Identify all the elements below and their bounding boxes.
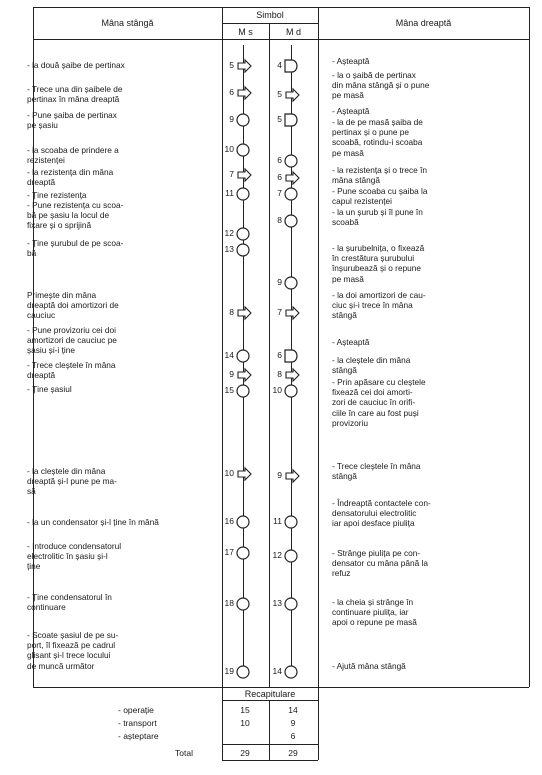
right-hand-step-8: - la șurubelnița, o fixează în crestătura șurubului înșurubează și o repune pe masă (332, 243, 425, 284)
md-symbol-number: 14 (272, 666, 282, 676)
ms-arrow-symbol-5 (238, 169, 251, 181)
recap-row-md: 6 (290, 731, 296, 741)
ms-arrow-symbol-13 (238, 468, 251, 480)
left-hand-step-8: - Ține șurubul de pe scoa- bă (27, 238, 124, 259)
right-hand-step-9: - la doi amortizori de cau- ciuc și-i trece în mâna stângă (332, 290, 426, 321)
header-ms: M s (238, 27, 253, 37)
ms-circle-symbol-3 (237, 114, 249, 126)
ms-symbol-number: 16 (224, 516, 234, 526)
md-circle-symbol-16 (285, 598, 297, 610)
right-hand-step-6: - Pune scoaba cu șaiba la capul rezistenței (332, 186, 428, 207)
md-symbol-number: 6 (277, 155, 282, 165)
left-hand-step-11: - Trece cleștele în mâna dreaptă (27, 360, 116, 381)
right-hand-step-13: - Trece cleștele în mâna stângă (332, 461, 421, 482)
md-circle-symbol-17 (285, 666, 297, 678)
ms-symbol-number: 10 (224, 144, 234, 154)
recap-row-ms: 15 (240, 705, 250, 715)
left-hand-step-2: - Trece una din șaibele de pertinax în mâna dreaptă (27, 84, 123, 105)
recap-row-md: 9 (290, 718, 296, 728)
ms-circle-symbol-15 (237, 547, 249, 559)
ms-symbol-number: 19 (224, 666, 234, 676)
total-ms: 29 (240, 748, 250, 758)
ms-circle-symbol-6 (237, 188, 249, 200)
md-circle-symbol-15 (285, 550, 297, 562)
ms-arrow-symbol-11 (238, 369, 251, 381)
ms-circle-symbol-10 (237, 350, 249, 362)
total-label: Total (175, 748, 193, 758)
ms-symbol-number: 8 (229, 307, 234, 317)
left-hand-step-1: - la două șaibe de pertinax (27, 60, 125, 70)
md-circle-symbol-6 (285, 188, 297, 200)
left-hand-step-10: - Pune provizoriu cei doi amortizori de cauciuc pe șasiu și-i ține (27, 325, 117, 356)
ms-circle-symbol-16 (237, 598, 249, 610)
md-symbol-number: 6 (277, 172, 282, 182)
ms-symbol-number: 15 (224, 385, 234, 395)
ms-symbol-number: 13 (224, 244, 234, 254)
recap-row-ms: 10 (240, 718, 250, 728)
md-circle-symbol-12 (285, 385, 297, 397)
md-square-symbol-3 (285, 114, 297, 126)
left-hand-step-3: - Pune șaiba de pertinax pe șasiu (27, 110, 117, 131)
left-hand-step-4: - la scoaba de prindere a rezistenței (27, 145, 119, 166)
ms-symbol-number: 9 (229, 369, 234, 379)
header-right-title: Mâna dreaptă (395, 18, 452, 28)
right-hand-step-16: - la cheia și strânge în continuare piulița, iar apoi o repune pe masă (332, 597, 417, 628)
ms-symbol-number: 17 (224, 547, 234, 557)
right-hand-step-10: - Așteaptă (332, 337, 370, 347)
ms-symbol-number: 10 (224, 468, 234, 478)
left-hand-step-5: - la rezistența din mâna dreaptă (27, 167, 114, 188)
left-hand-step-15: - Introduce condensatorul electrolitic în șasiu și-l ține (27, 541, 122, 572)
right-hand-step-12: - Prin apăsare cu cleștele fixează cei doi amorti- zori de cauciuc în orifi- ciile în care au fost puși provizoriu (332, 377, 426, 428)
md-arrow-symbol-9 (286, 307, 299, 319)
md-circle-symbol-4 (285, 155, 297, 167)
ms-circle-symbol-14 (237, 516, 249, 528)
right-hand-step-2: - la o șaibă de pertinax din mâna stângă și o pune pe masă (332, 70, 430, 101)
right-hand-step-17: - Ajută mâna stângă (332, 661, 406, 671)
right-hand-step-11: - la cleștele din mâna stângă (332, 355, 411, 376)
right-hand-step-4: - la de pe masă șaiba de pertinax și o pune pe scoabă, rotindu-i scoaba pe masă (332, 117, 423, 158)
ms-arrow-symbol-9 (238, 307, 251, 319)
right-hand-step-7: - la un șurub și îl pune în scoabă (332, 207, 423, 228)
md-arrow-symbol-11 (286, 369, 299, 381)
md-symbol-number: 12 (272, 550, 282, 560)
left-hand-step-13: - la cleștele din mâna dreaptă și-l pune pe ma- să (27, 466, 117, 497)
right-hand-step-1: - Așteaptă (332, 56, 370, 66)
md-arrow-symbol-13 (286, 470, 299, 482)
ms-symbol-number: 7 (229, 169, 234, 179)
md-arrow-symbol-2 (286, 89, 299, 101)
md-symbol-number: 9 (277, 277, 282, 287)
md-symbol-number: 7 (277, 307, 282, 317)
ms-circle-symbol-12 (237, 385, 249, 397)
md-symbol-number: 9 (277, 470, 282, 480)
right-hand-step-14: - Îndreaptă contactele con- densatorului electrolitic iar apoi desface piulița (332, 498, 431, 529)
md-circle-symbol-14 (285, 516, 297, 528)
md-symbol-number: 5 (277, 89, 282, 99)
ms-symbol-number: 5 (229, 60, 234, 70)
ms-arrow-symbol-2 (238, 87, 251, 99)
right-hand-step-15: - Strânge piulița pe con- densator cu mâna până la refuz (332, 548, 428, 579)
md-symbol-number: 13 (272, 598, 282, 608)
left-hand-step-16: - Ține condensatorul în continuare (27, 592, 112, 613)
ms-symbol-number: 14 (224, 350, 234, 360)
left-hand-step-7: - Pune rezistența cu scoa- bă pe șasiu la locul de fixare și o sprijină (27, 200, 124, 231)
left-hand-step-12: - Ține șasiul (27, 384, 72, 394)
md-symbol-number: 10 (272, 385, 282, 395)
md-symbol-number: 4 (277, 60, 282, 70)
recap-row-label: - transport (118, 718, 157, 728)
ms-symbol-number: 12 (224, 228, 234, 238)
ms-arrow-symbol-1 (238, 60, 251, 72)
md-symbol-number: 6 (277, 350, 282, 360)
recap-row-label: - așteptare (118, 731, 159, 741)
ms-circle-symbol-7 (237, 228, 249, 240)
ms-symbol-number: 9 (229, 114, 234, 124)
header-simbol: Simbol (256, 10, 284, 20)
ms-symbol-number: 6 (229, 87, 234, 97)
total-md: 29 (288, 748, 298, 758)
md-symbol-number: 11 (273, 516, 282, 526)
md-symbol-number: 8 (277, 215, 282, 225)
md-circle-symbol-7 (285, 215, 297, 227)
ms-symbol-number: 18 (224, 598, 234, 608)
md-symbol-number: 8 (277, 369, 282, 379)
left-hand-step-9: Primește din mâna dreaptă doi amortizori de cauciuc (27, 290, 119, 321)
header-left-title: Mâna stângă (101, 18, 154, 28)
md-square-symbol-10 (285, 350, 297, 362)
right-hand-step-5: - la rezistența și o trece în mâna stângă (332, 165, 427, 186)
md-square-symbol-1 (285, 60, 297, 72)
md-symbol-number: 5 (277, 114, 282, 124)
md-arrow-symbol-5 (286, 172, 299, 184)
left-hand-step-6: - Ține rezistența (27, 190, 87, 200)
md-circle-symbol-8 (285, 277, 297, 289)
left-hand-step-14: - la un condensator și-l ține în mână (27, 517, 159, 527)
recap-row-label: - operație (118, 705, 154, 715)
ms-circle-symbol-4 (237, 144, 249, 156)
recap-row-md: 14 (288, 705, 298, 715)
ms-symbol-number: 11 (225, 188, 234, 198)
ms-circle-symbol-17 (237, 666, 249, 678)
left-hand-step-17: - Scoate șasiul de pe su- port, îl fixează pe cadrul glisant și-l trece locului de muncă următor (27, 630, 119, 671)
recap-title: Recapitulare (244, 689, 296, 699)
right-hand-step-3: - Așteaptă (332, 106, 370, 116)
ms-circle-symbol-8 (237, 244, 249, 256)
md-symbol-number: 7 (277, 188, 282, 198)
header-md: M d (285, 27, 301, 37)
